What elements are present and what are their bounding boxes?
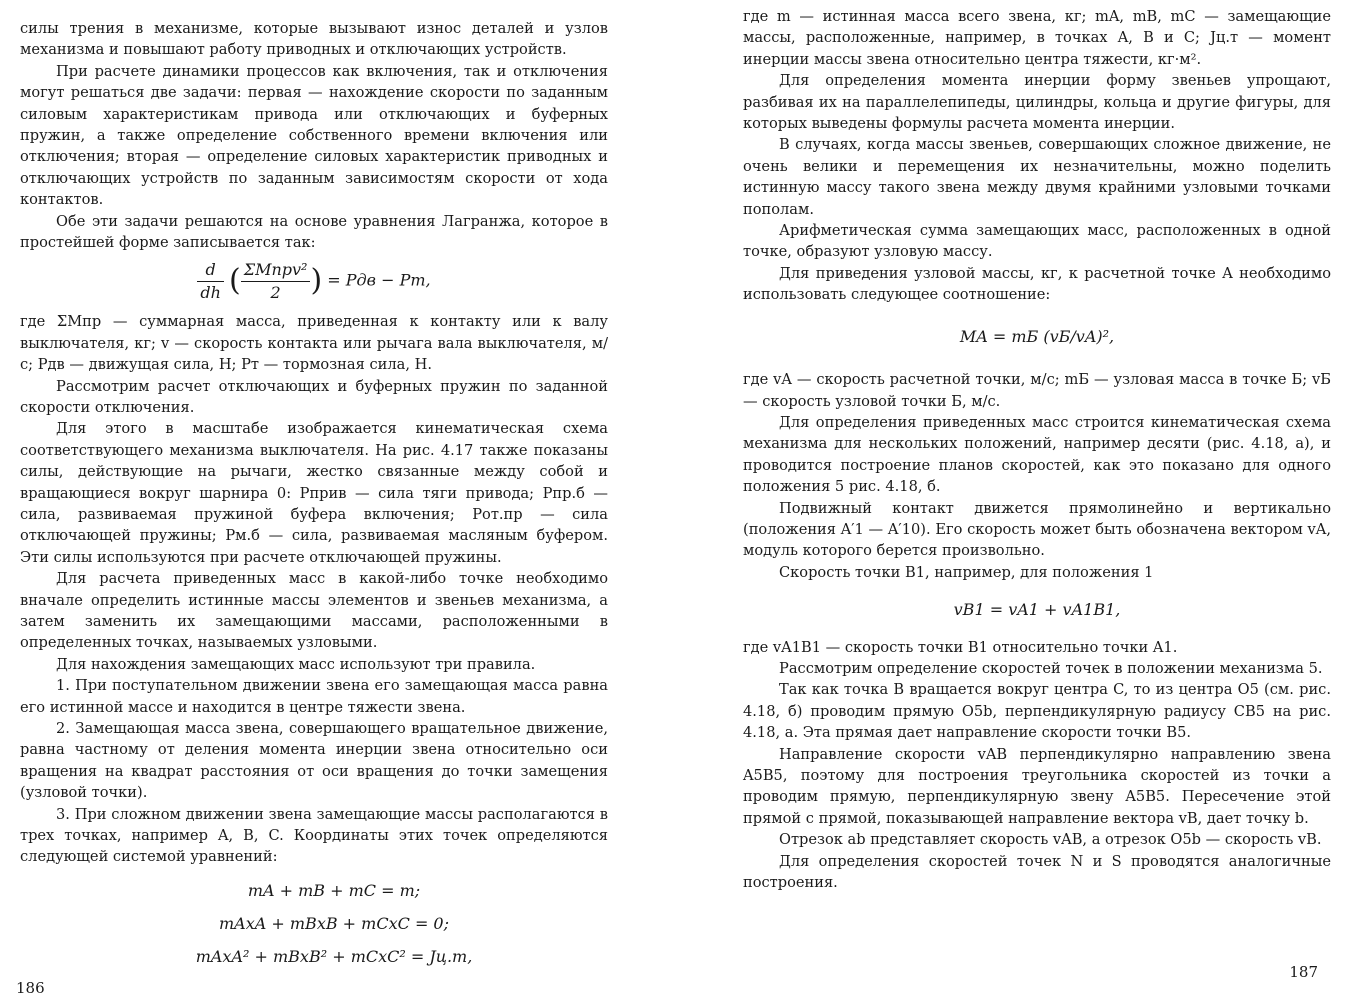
lagrange-equation: $\frac{d}{dh}$ ( $\frac{\text{ΣMпрv²}}{2}$ ) = Pдв − Pт,: [20, 259, 608, 303]
paragraph: Скорость точки B1, например, для положения 1: [779, 563, 1154, 581]
equation: mA + mB + mC = m;: [247, 880, 421, 900]
page-number: 187: [1289, 963, 1318, 981]
paragraph: Подвижный контакт движется прямолинейно и вертикально (положения A′1 — A′10). Его скорость может быть обозначена вектором vA, модуль которого берется произвольно.: [743, 499, 1331, 560]
paragraph: силы трения в механизме, которые вызывают износ деталей и узлов механизма и повышают работу приводных и отключающих устройств.: [20, 20, 608, 59]
right-page: [673, 0, 1346, 1005]
left-text-column: [20, 18, 608, 973]
equation: mAxA + mBxB + mCxC = 0;: [219, 913, 449, 933]
paragraph: где m — истинная масса всего звена, кг; mA, mB, mC — замещающие массы, расположенные, например, в точках A, B и C; Jц.т — момент инерции массы звена относительно центра тяжести, кг·м².: [743, 8, 1331, 68]
paragraph: 3. При сложном движении звена замещающие массы располагаются в трех точках, например A, B, C. Координаты этих точек определяются следующей системой уравнений:: [20, 805, 608, 866]
paragraph: Рассмотрим расчет отключающих и буферных пружин по заданной скорости отключения.: [20, 377, 608, 416]
derivative-fraction: $\frac{d}{dh}$: [197, 259, 224, 303]
paragraph: Для расчета приведенных масс в какой-либо точке необходимо вначале определить истинные массы элементов и звеньев механизма, а затем заменить их замещающими массами, расположенными в определенных точках, называемых узловыми.: [20, 570, 608, 652]
paragraph: где vA1B1 — скорость точки B1 относительно точки A1.: [743, 638, 1178, 656]
paragraph: Для определения момента инерции форму звеньев упрощают, разбивая их на параллелепипеды, цилиндры, кольца и другие фигуры, для которых выведены формулы расчета момента инерции.: [743, 72, 1331, 133]
paragraph: 2. Замещающая масса звена, совершающего вращательное движение, равна частному от деления момента инерции звена относительно оси вращения на квадрат расстояния от оси вращения до точки замещения (узловой точки).: [20, 720, 608, 802]
paragraph: Обе эти задачи решаются на основе уравнения Лагранжа, которое в простейшей форме записывается так:: [20, 212, 608, 252]
paragraph: Так как точка B вращается вокруг центра C, то из центра O5 (см. рис. 4.18, б) проводим прямую O5b, перпендикулярную радиусу CB5 на рис. 4.18, а. Эта прямая дает направление скорости точки B5.: [743, 681, 1331, 742]
energy-fraction: $\frac{\text{ΣMпрv²}}{2}$: [241, 259, 311, 303]
paragraph: При расчете динамики процессов как включения, так и отключения могут решаться две задачи: первая — нахождение скорости по заданным силовым характеристикам привода или отключающих и буферных пружин, а также определение собственного времени включения или отключения; вторая — определение силовых характеристик приводных и отключающих устройств по заданным зависимостям скорости от хода контактов.: [20, 62, 608, 209]
formula-vb: vB1 = vA1 + vA1B1,: [953, 600, 1121, 620]
equation: mAxA² + mBxB² + mCxC² = Jц.т,: [195, 946, 473, 966]
paragraph: Для приведения узловой массы, кг, к расчетной точке A необходимо использовать следующее соотношение:: [743, 264, 1331, 304]
page-number: 186: [16, 979, 45, 997]
paragraph: Для этого в масштабе изображается кинематическая схема соответствующего механизма выключателя. На рис. 4.17 также показаны силы, действующие на рычаги, жестко связанные между собой и вращающиеся вокруг шарнира 0: Pприв — сила тяги привода; Pпр.б — сила, развиваемая пружиной буфера включения; Pот.пр — сила отключающей пружины; Pм.б — сила, развиваемая масляным буфером. Эти силы используются при расчете отключающей пружины.: [20, 420, 608, 566]
paragraph: Отрезок ab представляет скорость vAB, а отрезок O5b — скорость vB.: [779, 831, 1322, 849]
paragraph: где vA — скорость расчетной точки, м/с; mБ — узловая масса в точке Б; vБ — скорость узловой точки Б, м/с.: [743, 371, 1331, 410]
paragraph: Направление скорости vAB перпендикулярно направлению звена A5B5, поэтому для построения треугольника скоростей из точки a проводим прямую, перпендикулярную звену A5B5. Пересечение этой прямой с прямой, показывающей направление вектора vB, дает точку b.: [743, 745, 1331, 827]
paragraph: Арифметическая сумма замещающих масс, расположенных в одной точке, образуют узловую массу.: [743, 222, 1331, 261]
paragraph: Рассмотрим определение скоростей точек в положении механизма 5.: [779, 659, 1323, 677]
paragraph: Для нахождения замещающих масс используют три правила.: [56, 655, 536, 673]
paragraph: где ΣMпр — суммарная масса, приведенная к контакту или к валу выключателя, кг; v — скорость контакта или рычага вала выключателя, м/с; Pдв — движущая сила, Н; Pт — тормозная сила, Н.: [20, 313, 608, 374]
right-text-column: [743, 6, 1331, 893]
paragraph: 1. При поступательном движении звена его замещающая масса равна его истинной массе и находится в центре тяжести звена.: [20, 677, 608, 716]
paragraph: В случаях, когда массы звеньев, совершающих сложное движение, не очень велики и перемещения их незначительны, можно поделить истинную массу такого звена между двумя крайними узловыми точками пополам.: [743, 136, 1331, 218]
paragraph: Для определения скоростей точек N и S проводятся аналогичные построения.: [743, 852, 1331, 892]
equation-system: [60, 874, 608, 973]
paragraph: Для определения приведенных масс строится кинематическая схема механизма для нескольких положений, например десяти (рис. 4.18, а), и проводится построение планов скоростей, как это показано для одного положения 5 рис. 4.18, б.: [743, 413, 1331, 496]
formula-ma: MA = mБ (vБ/vA)²,: [959, 326, 1115, 346]
equation-rhs: = Pдв − Pт,: [327, 270, 431, 290]
